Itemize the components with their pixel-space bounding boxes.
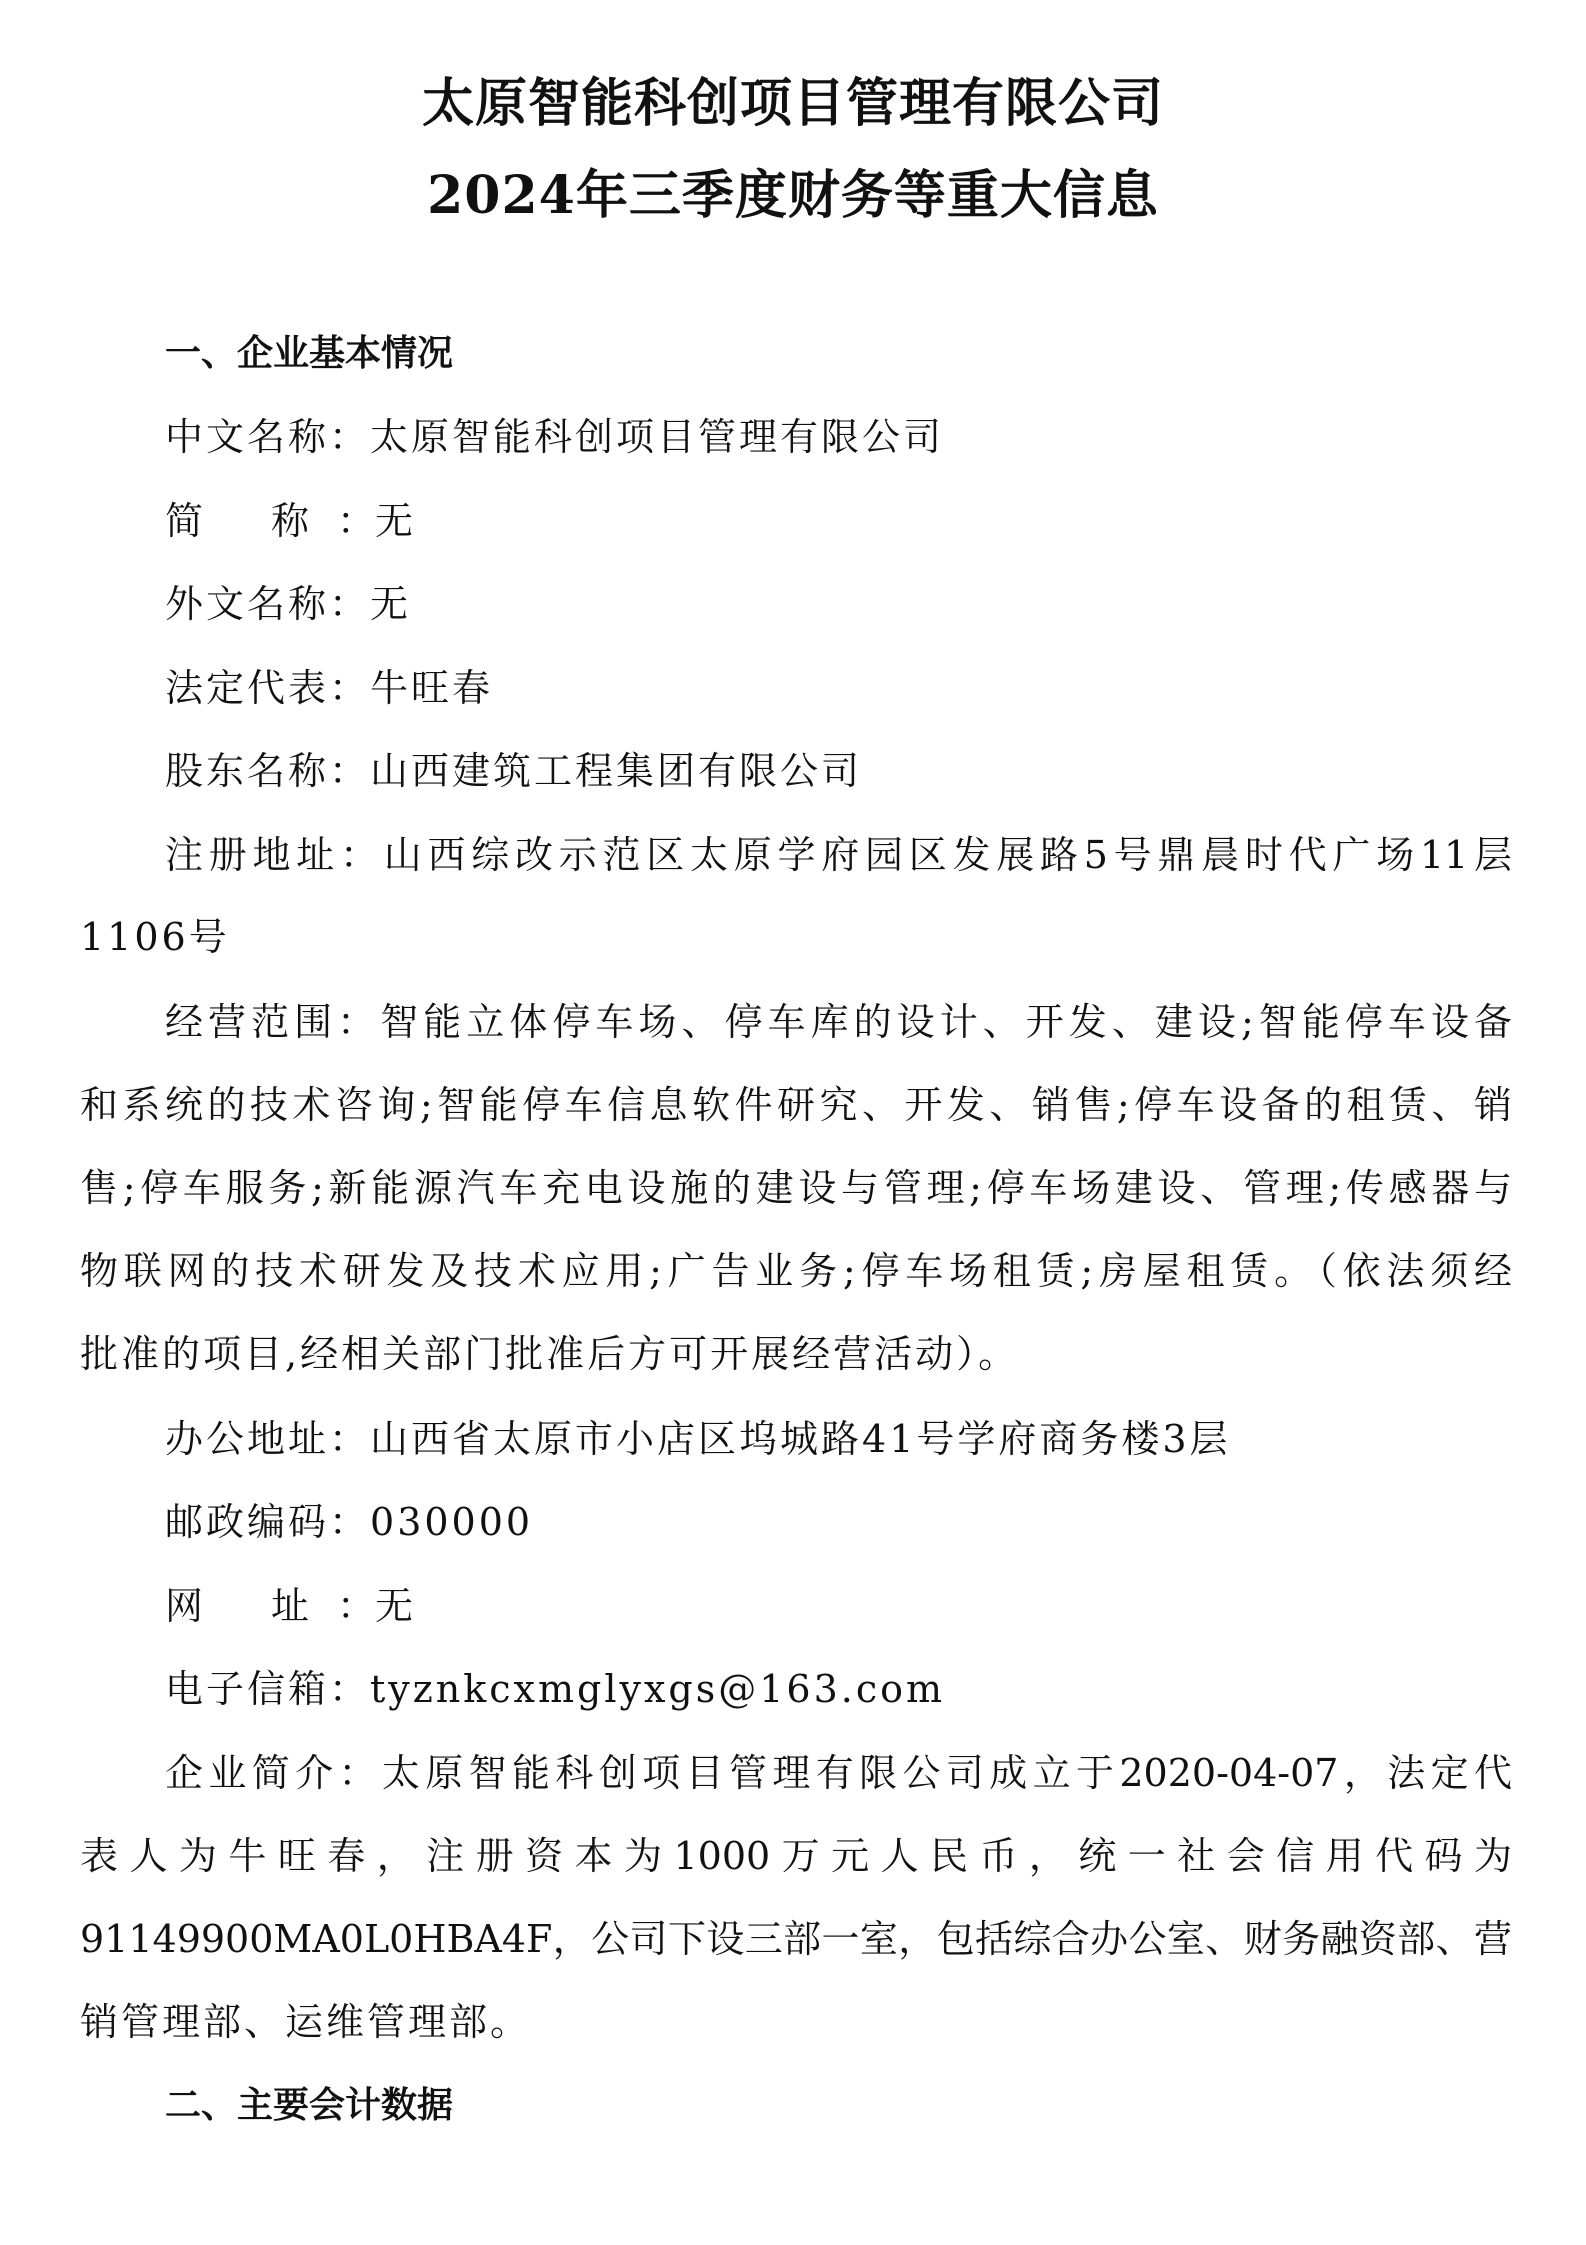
field-shareholder (165, 749, 863, 793)
intro-line3: 91149900MA0L0HBA4F，公司下设三部一室，包括综合办公室、财务融资部、营 (80, 1917, 1512, 1961)
field-value: 太原智能科创项目管理有限公司 (370, 415, 945, 459)
field-value: 山西省太原市小店区坞城路41号学府商务楼3层 (370, 1417, 1231, 1461)
field-value: 太原智能科创项目管理有限公司成立于2020-04-07，法定代 (381, 1751, 1512, 1795)
business-scope-line4: 物联网的技术研发及技术应用;广告业务;停车场租赁;房屋租赁。（依法须经 (80, 1249, 1512, 1293)
document-title-line1: 太原智能科创项目管理有限公司 (421, 73, 1164, 134)
section-heading-accounting-data: 二、主要会计数据 (165, 2085, 454, 2126)
field-label: 股东名称： (165, 749, 371, 793)
field-label: 注册地址： (165, 833, 384, 877)
field-value: 无 (375, 1584, 417, 1628)
field-label: 电子信箱： (165, 1667, 371, 1711)
field-postal-code (165, 1500, 534, 1544)
intro-line4: 销管理部、运维管理部。 (80, 2000, 532, 2044)
field-label: 企业简介： (165, 1751, 382, 1795)
intro-line2: 表人为牛旺春，注册资本为1000万元人民币，统一社会信用代码为 (80, 1834, 1512, 1878)
field-chinese-name (165, 415, 945, 459)
field-label: 网 址： (165, 1584, 375, 1628)
field-short-name (165, 499, 417, 543)
field-foreign-name (165, 582, 412, 626)
field-office-address (165, 1417, 1231, 1461)
field-website (165, 1584, 417, 1628)
field-value: 无 (375, 499, 417, 543)
document-title-line2: 2024年三季度财务等重大信息 (427, 165, 1159, 226)
field-label: 法定代表： (165, 666, 371, 710)
field-value: 牛旺春 (370, 666, 494, 710)
section-heading-basic-info: 一、企业基本情况 (165, 333, 454, 374)
field-value: 030000 (370, 1500, 534, 1544)
field-email (165, 1667, 946, 1711)
field-label: 经营范围： (165, 1000, 381, 1044)
field-value: 无 (370, 582, 412, 626)
field-label: 外文名称： (165, 582, 371, 626)
business-scope-line5: 批准的项目,经相关部门批准后方可开展经营活动）。 (80, 1332, 1020, 1376)
field-value: 山西综改示范区太原学府园区发展路5号鼎晨时代广场11层 (383, 833, 1512, 877)
field-label: 办公地址： (165, 1417, 371, 1461)
business-scope-line2: 和系统的技术咨询;智能停车信息软件研究、开发、销售;停车设备的租赁、销 (80, 1083, 1512, 1127)
field-label: 中文名称： (165, 415, 371, 459)
field-reg-address (165, 833, 1512, 877)
field-label: 邮政编码： (165, 1500, 371, 1544)
field-business-scope (165, 1000, 1512, 1044)
field-value: tyznkcxmglyxgs@163.com (370, 1667, 946, 1711)
field-intro (165, 1751, 1512, 1795)
field-value: 山西建筑工程集团有限公司 (370, 749, 863, 793)
business-scope-line3: 售;停车服务;新能源汽车充电设施的建设与管理;停车场建设、管理;传感器与 (80, 1166, 1512, 1210)
field-value: 智能立体停车场、停车库的设计、开发、建设;智能停车设备 (380, 1000, 1512, 1044)
field-legal-rep (165, 666, 494, 710)
field-label: 简 称： (165, 499, 375, 543)
field-reg-address-cont: 1106号 (80, 915, 230, 959)
